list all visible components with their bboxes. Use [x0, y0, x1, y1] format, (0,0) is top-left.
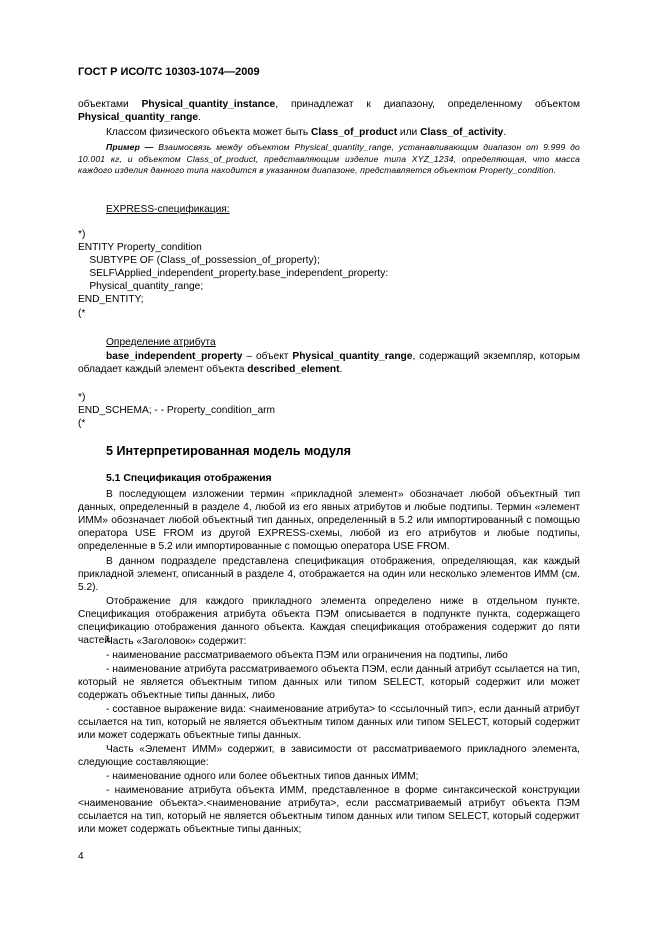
list-item: - наименование рассматриваемого объекта ПЭМ или ограничения на подтипы, либо	[106, 650, 508, 661]
code-line: *)	[78, 229, 86, 240]
paragraph-subsection: В данном подразделе представлена спецификация отображения, определяющая, как каждый прикладной элемент, описанный в разделе 4, отображается на один или несколько элементов ИММ (см. 5.2).	[78, 556, 580, 594]
code-line: END_ENTITY;	[78, 294, 144, 306]
paragraph-header-part: Часть «Заголовок» содержит:	[106, 636, 247, 647]
paragraph-class-of-object: Классом физического объекта может быть Class_of_product или Class_of_activity.	[106, 127, 507, 138]
section-5-1-heading: 5.1 Спецификация отображения	[106, 473, 272, 484]
section-5-heading: 5 Интерпретированная модель модуля	[106, 444, 352, 458]
list-item: - наименование атрибута рассматриваемого объекта ПЭМ, если данный атрибут ссылается на тип, который не является объектным типом данных или типом SELECT, который содержит или может содержать объектные типы данных, либо	[78, 664, 580, 702]
example-note: Пример — Взаимосвязь между объектом Physical_quantity_range, устанавливающим диапазон от 9.999 до 10.001 кг, и объектом Class_of_product, представляющим изделие типа XYZ_1234, определяющая, что масса каждого изделия данного типа находится в указанном диапазоне, представляется объектом Property_condition.	[78, 142, 580, 176]
code-line: SELF\Applied_independent_property.base_independent_property:	[78, 268, 389, 280]
document-header: ГОСТ Р ИСО/ТС 10303-1074—2009	[78, 66, 260, 78]
paragraph-mapping: Отображение для каждого прикладного элемента определено ниже в отдельном пункте. Спецификация отображения атрибута объекта ПЭМ описывается в подпункте пункта, содержащего спецификацию отображения данного объекта. Каждая спецификация отображения содержит до пяти частей.	[78, 596, 580, 647]
code-line: *)	[78, 392, 86, 403]
paragraph-terms: В последующем изложении термин «прикладной элемент» обозначает любой объектный тип данных, определенный в разделе 4, любой из его явных атрибутов и любые подтипы. Термин «элемент ИММ» обозначает любой объектный тип данных, определенный в 5.2 или импортированный с помощью оператора USE FROM из другой EXPRESS-схемы, любой из его атрибутов и любые подтипы, определенные в 5.2 или импортированные с помощью оператора USE FROM.	[78, 489, 580, 553]
attribute-definition-label: Определение атрибута	[106, 337, 216, 348]
express-spec-label: EXPRESS-спецификация:	[106, 204, 230, 215]
code-line: (*	[78, 418, 86, 430]
list-item: - наименование атрибута объекта ИММ, представленное в форме синтаксической конструкции <наименование объекта>.<наименование атрибута>, если рассматриваемый атрибут объекта ПЭМ ссылается на тип, который не является объектным типом данных или типом SELECT, который содержит или может содержать объектные типы данных;	[78, 785, 580, 836]
paragraph-mim-part: Часть «Элемент ИММ» содержит, в зависимости от рассматриваемого прикладного элемента, следующие составляющие:	[78, 744, 580, 769]
code-line: SUBTYPE OF (Class_of_possession_of_property);	[78, 255, 320, 267]
code-line: (*	[78, 307, 86, 319]
list-item: - составное выражение вида: <наименование атрибута> to <ссылочный тип>, если данный атрибут ссылается на тип, который не является объектным типом данных или типом SELECT, который содержит или может содержать объектные типы данных.	[78, 704, 580, 742]
code-line: END_SCHEMA; - - Property_condition_arm	[78, 405, 276, 417]
express-code-entity	[78, 228, 580, 320]
list-item: - наименование одного или более объектных типов данных ИММ;	[106, 771, 419, 782]
code-line: Physical_quantity_range;	[78, 281, 204, 293]
page-number: 4	[78, 851, 84, 862]
attribute-definition: base_independent_property – объект Physical_quantity_range, содержащий экземпляр, которым обладает каждый элемент объекта described_element.	[78, 351, 581, 376]
express-code-schema-end	[78, 391, 580, 430]
code-line: ENTITY Property_condition	[78, 242, 202, 254]
paragraph-range-objects: объектами Physical_quantity_instance, принадлежат к диапазону, определенному объектом Physical_quantity_range.	[78, 99, 580, 124]
